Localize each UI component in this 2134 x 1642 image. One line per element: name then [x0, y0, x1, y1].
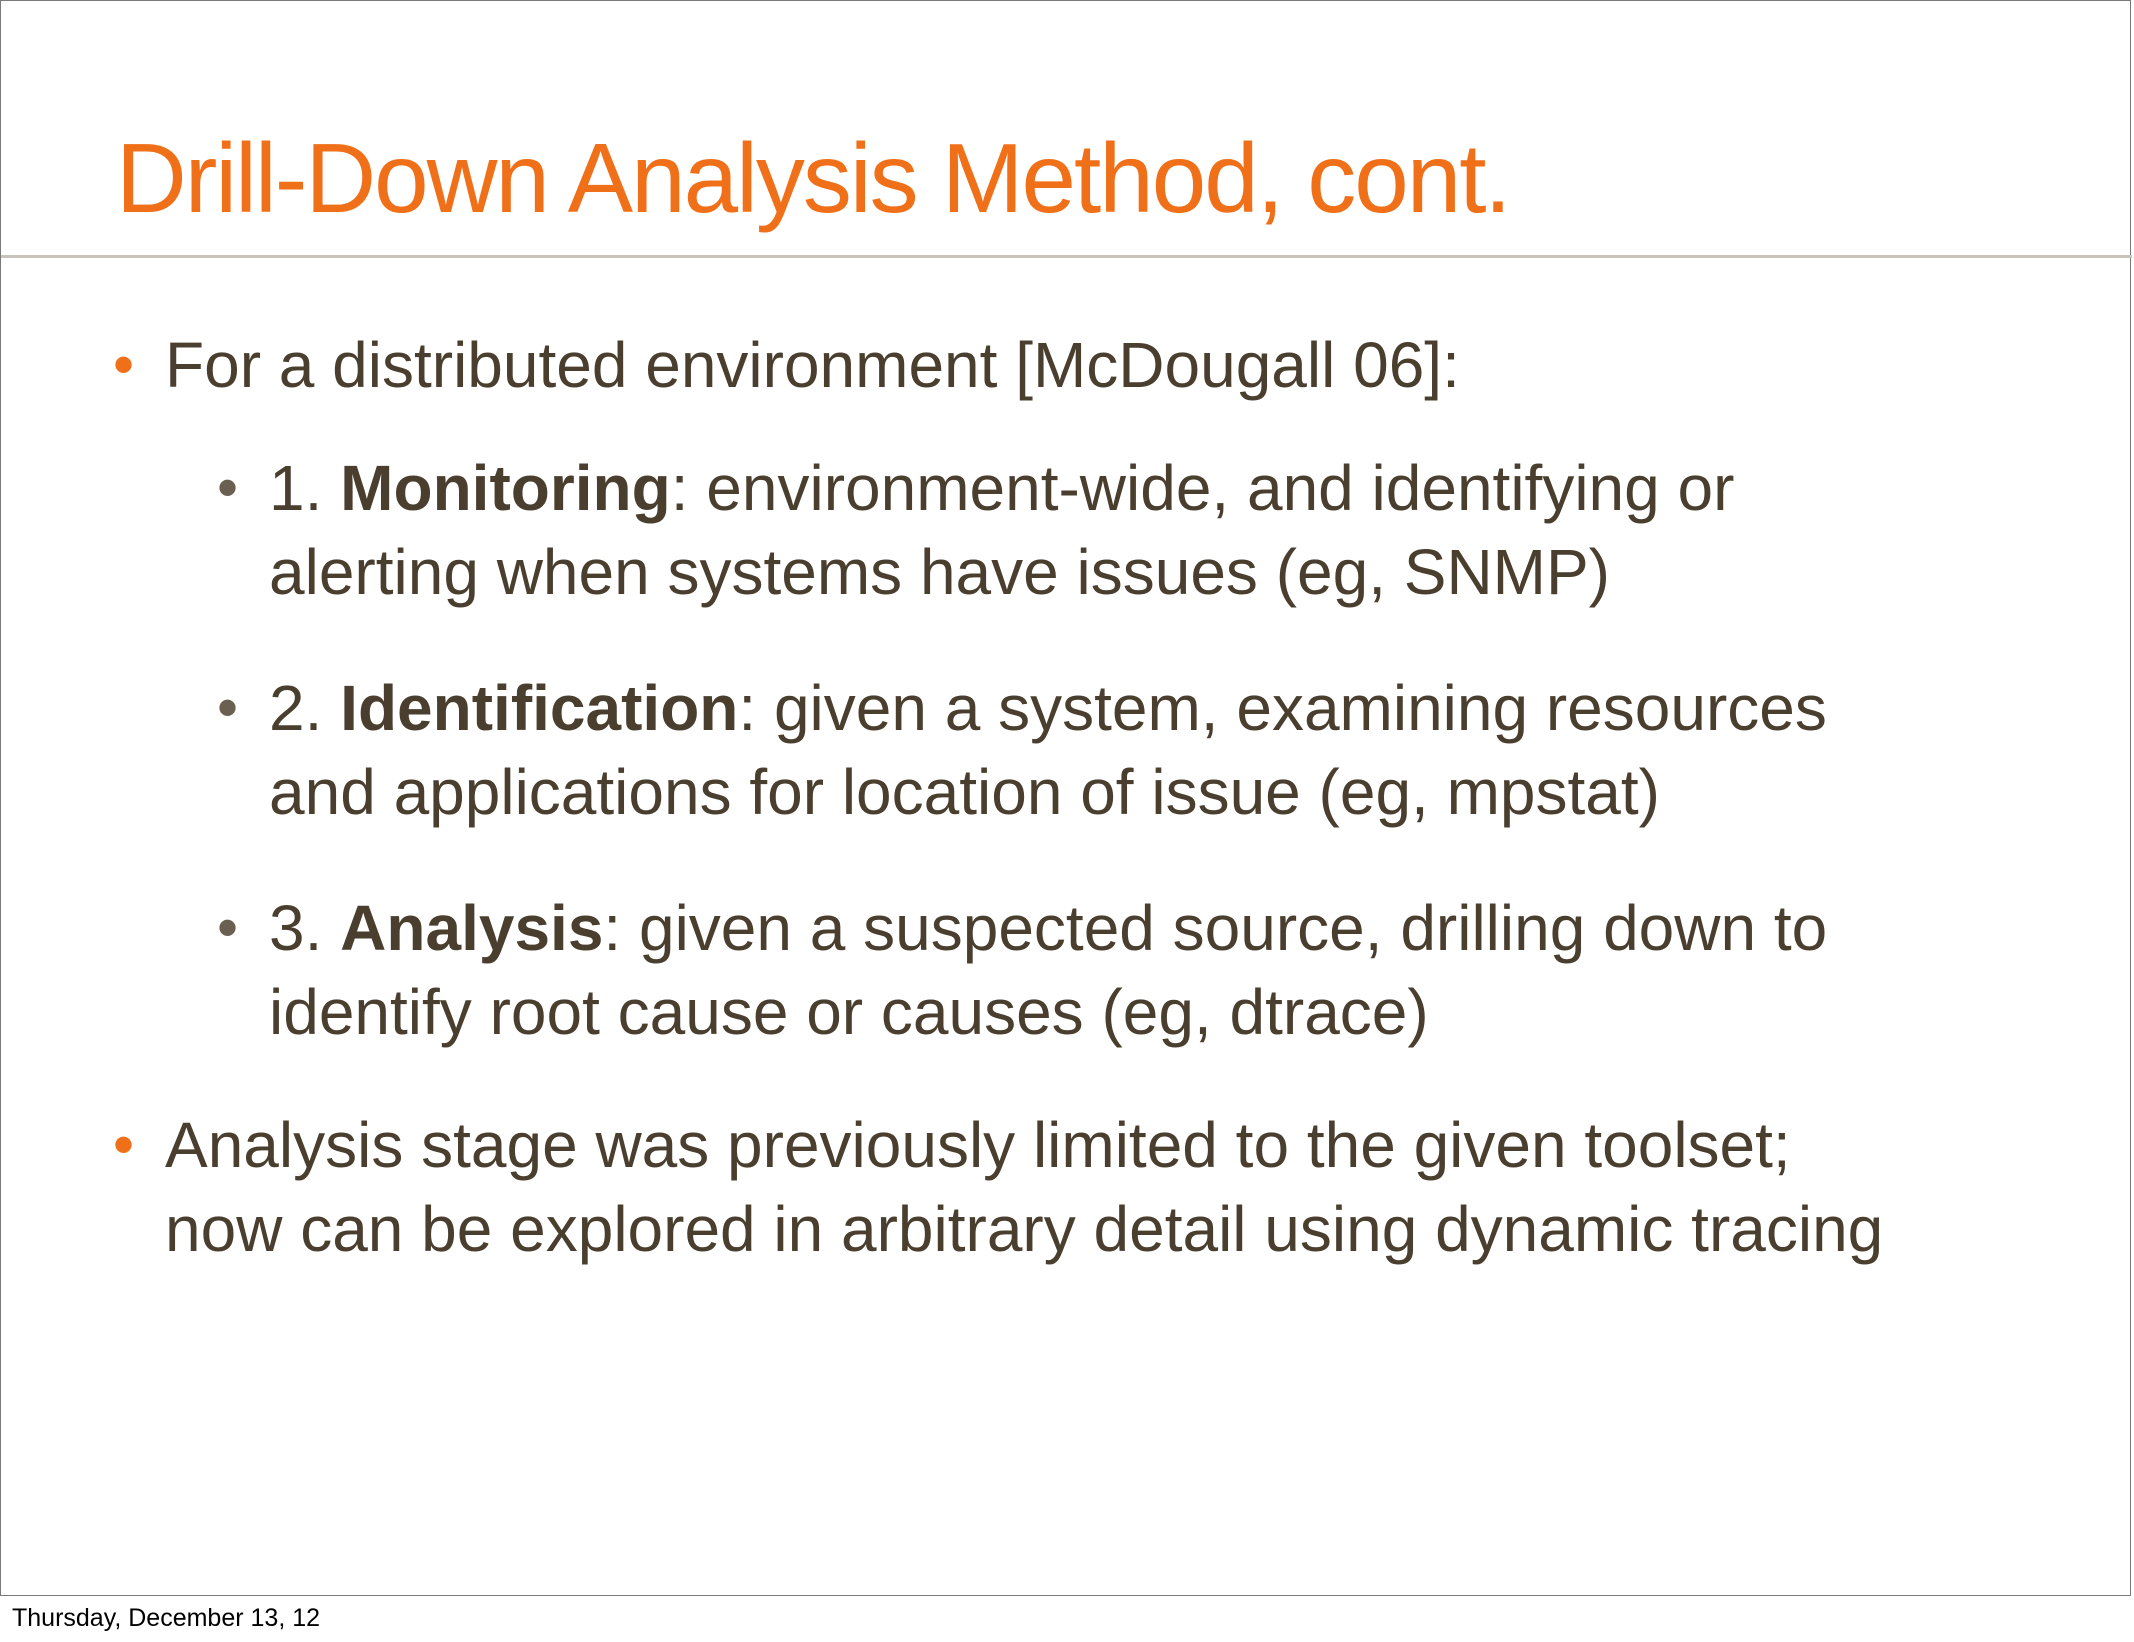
bullet-text: For a distributed environment [McDougall 06]:	[165, 329, 1460, 401]
sub-bullet-line-2: and applications for location of issue (eg, mpstat)	[269, 756, 1660, 828]
step-term: Monitoring	[340, 452, 671, 524]
bullet-dot-icon: •	[217, 674, 239, 741]
sub-bullet-line-2: alerting when systems have issues (eg, SNMP)	[269, 536, 1610, 608]
step-description: : environment-wide, and identifying or	[670, 452, 1735, 524]
title-divider	[1, 255, 2132, 258]
sub-bullet-line-1	[269, 666, 1827, 750]
sub-bullet-line-2: identify root cause or causes (eg, dtrace)	[269, 976, 1429, 1048]
bullet-dot-icon: •	[217, 454, 239, 521]
bullet-dot-icon: •	[113, 1111, 135, 1178]
bullet-line-2: now can be explored in arbitrary detail using dynamic tracing	[165, 1193, 1884, 1265]
sub-bullet-monitoring	[217, 446, 1735, 614]
sub-bullet-identification	[217, 666, 1827, 834]
step-description: : given a suspected source, drilling down to	[603, 892, 1828, 964]
step-term: Analysis	[340, 892, 604, 964]
step-number: 1.	[269, 452, 341, 524]
bullet-line-1: Analysis stage was previously limited to the given toolset;	[165, 1109, 1791, 1181]
bullet-dot-icon: •	[217, 894, 239, 961]
step-number: 3.	[269, 892, 341, 964]
sub-bullet-analysis	[217, 886, 1828, 1054]
slide-title: Drill-Down Analysis Method, cont.	[116, 123, 1510, 233]
step-term: Identification	[340, 672, 739, 744]
step-number: 2.	[269, 672, 341, 744]
bullet-dot-icon: •	[113, 331, 135, 398]
sub-bullet-line-1	[269, 886, 1827, 970]
step-description: : given a system, examining resources	[738, 672, 1827, 744]
sub-bullet-line-1	[269, 446, 1734, 530]
bullet-distributed-environment	[113, 323, 1460, 407]
footer-date: Thursday, December 13, 12	[12, 1604, 321, 1632]
bullet-analysis-stage	[113, 1103, 1884, 1271]
